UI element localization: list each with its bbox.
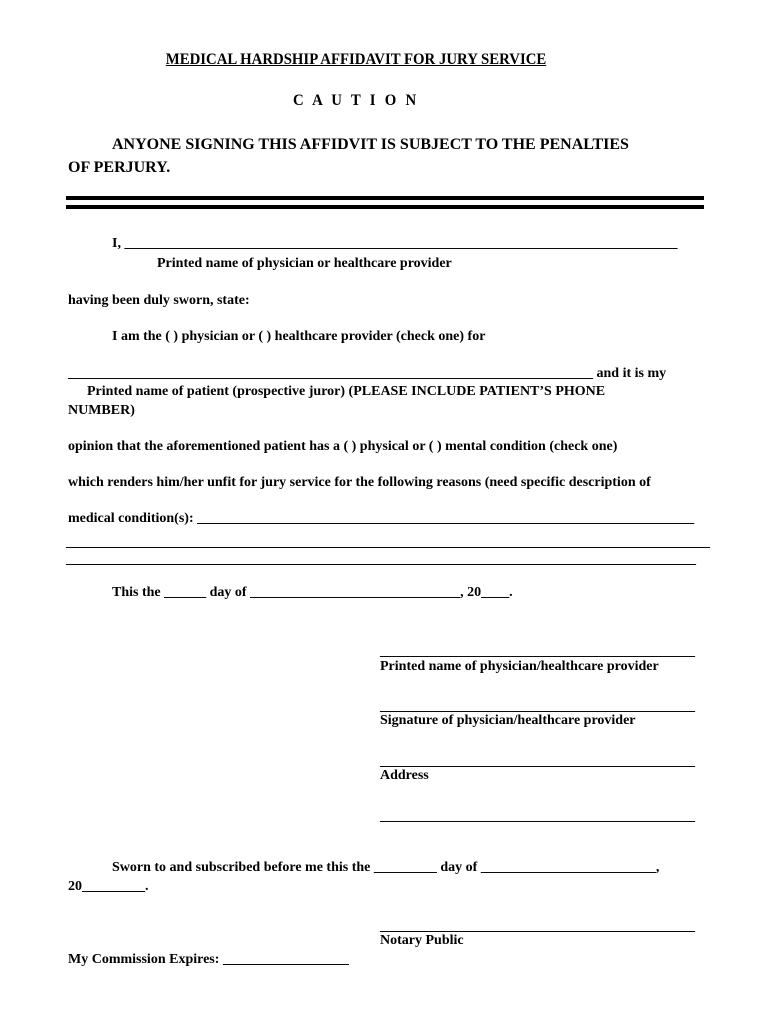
heavy-divider-bottom — [66, 205, 704, 209]
caution-heading: C A U T I O N — [293, 92, 419, 109]
perjury-warning-line1: ANYONE SIGNING THIS AFFIDVIT IS SUBJECT TO THE PENALTIES — [112, 136, 629, 153]
printed-name-label: Printed name of physician/healthcare provider — [380, 659, 659, 674]
address-blank-2: _____________________________________________ — [380, 809, 695, 824]
patient-name-line: ___________________________________________________________________________ and it is my — [68, 366, 667, 381]
patient-name-caption-line2: NUMBER) — [68, 403, 135, 418]
heavy-divider-top — [66, 196, 704, 200]
perjury-warning-line2: OF PERJURY. — [68, 159, 171, 176]
medical-conditions-line: medical condition(s): _______________________________________________________________________ — [68, 511, 695, 526]
sworn-subscribed-line2: 20_________. — [68, 879, 149, 894]
date-line: This the ______ day of ______________________________, 20____. — [112, 585, 513, 600]
sworn-subscribed-line1: Sworn to and subscribed before me this the _________ day of _________________________, — [112, 860, 660, 875]
address-label: Address — [380, 768, 429, 783]
sworn-state-text: having been duly sworn, state: — [68, 293, 250, 308]
signature-blank: _____________________________________________ — [380, 699, 695, 714]
notary-blank: _____________________________________________ — [380, 919, 695, 934]
physician-name-line: I, _______________________________________________________________________________ — [112, 236, 678, 251]
notary-public-label: Notary Public — [380, 933, 464, 948]
medical-conditions-blank-1: ____________________________________________________________________________________________ — [66, 535, 710, 550]
condition-type-checkbox-line: opinion that the aforementioned patient has a ( ) physical or ( ) mental condition (check one) — [68, 439, 618, 454]
physician-name-caption: Printed name of physician or healthcare provider — [157, 256, 452, 271]
address-blank: _____________________________________________ — [380, 754, 695, 769]
physician-or-provider-checkbox-line: I am the ( ) physician or ( ) healthcare provider (check one) for — [112, 329, 486, 344]
signature-label: Signature of physician/healthcare provider — [380, 713, 636, 728]
patient-name-caption-line1: Printed name of patient (prospective juror) (PLEASE INCLUDE PATIENT’S PHONE — [87, 384, 606, 399]
reasons-text: which renders him/her unfit for jury service for the following reasons (need specific description of — [68, 475, 651, 490]
printed-name-signature-blank: _____________________________________________ — [380, 644, 695, 659]
commission-expires-line: My Commission Expires: __________________ — [68, 952, 349, 967]
medical-conditions-blank-2: __________________________________________________________________________________________ — [66, 552, 696, 567]
document-title: MEDICAL HARDSHIP AFFIDAVIT FOR JURY SERVICE — [165, 51, 547, 68]
